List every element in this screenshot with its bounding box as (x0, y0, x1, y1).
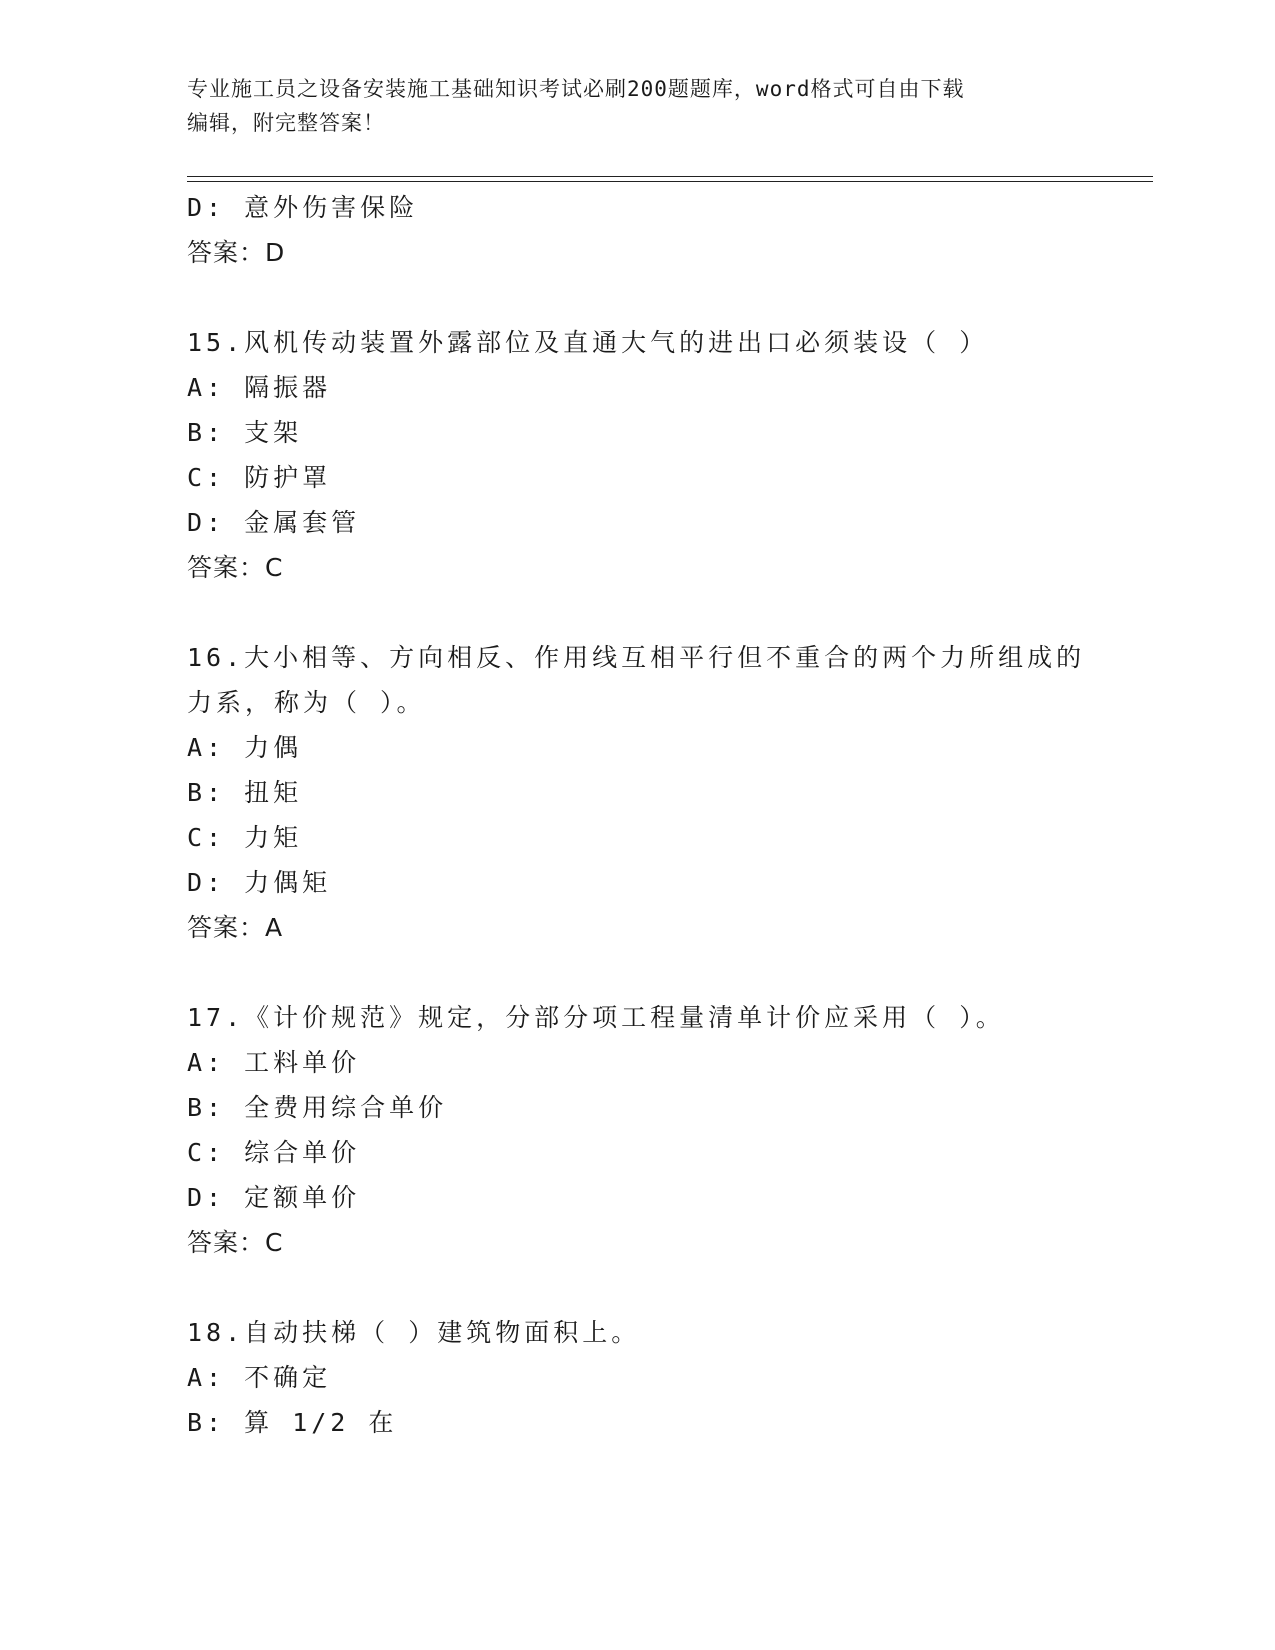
q15-option-d: D: 金属套管 (187, 508, 361, 537)
q16-answer: 答案：A (187, 913, 284, 942)
q14-option-d: D: 意外伤害保险 (187, 193, 419, 222)
q16-option-c: C: 力矩 (187, 823, 303, 852)
q16-option-b: B: 扭矩 (187, 778, 303, 807)
q15-option-b: B: 支架 (187, 418, 303, 447)
header-rule-bottom (187, 181, 1153, 182)
q15-option-a: A: 隔振器 (187, 373, 332, 402)
q15-option-c: C: 防护罩 (187, 463, 332, 492)
q18-option-a: A: 不确定 (187, 1363, 332, 1392)
q17-option-d: D: 定额单价 (187, 1183, 361, 1212)
header-line-2: 编辑，附完整答案！ (187, 111, 385, 135)
q18-option-b: B: 算 1/2 在 (187, 1408, 398, 1437)
header-rule-top (187, 176, 1153, 177)
q17-option-b: B: 全费用综合单价 (187, 1093, 448, 1122)
header-line-1: 专业施工员之设备安装施工基础知识考试必刷200题题库，word格式可自由下载 (187, 77, 965, 101)
q17-option-a: A: 工料单价 (187, 1048, 361, 1077)
q17-answer: 答案：C (187, 1228, 284, 1257)
q14-answer: 答案：D (187, 238, 286, 267)
q16-stem-line-2: 力系，称为（ ）。 (187, 688, 426, 717)
q18-stem: 18.自动扶梯（ ）建筑物面积上。 (187, 1318, 641, 1347)
q16-option-d: D: 力偶矩 (187, 868, 332, 897)
q17-option-c: C: 综合单价 (187, 1138, 361, 1167)
q15-stem: 15.风机传动装置外露部位及直通大气的进出口必须装设（ ） (187, 328, 989, 357)
q17-stem: 17.《计价规范》规定，分部分项工程量清单计价应采用（ ）。 (187, 1003, 1005, 1032)
q16-stem-line-1: 16.大小相等、方向相反、作用线互相平行但不重合的两个力所组成的 (187, 643, 1086, 672)
document-header (187, 72, 1067, 140)
q15-answer: 答案：C (187, 553, 284, 582)
q16-option-a: A: 力偶 (187, 733, 303, 762)
